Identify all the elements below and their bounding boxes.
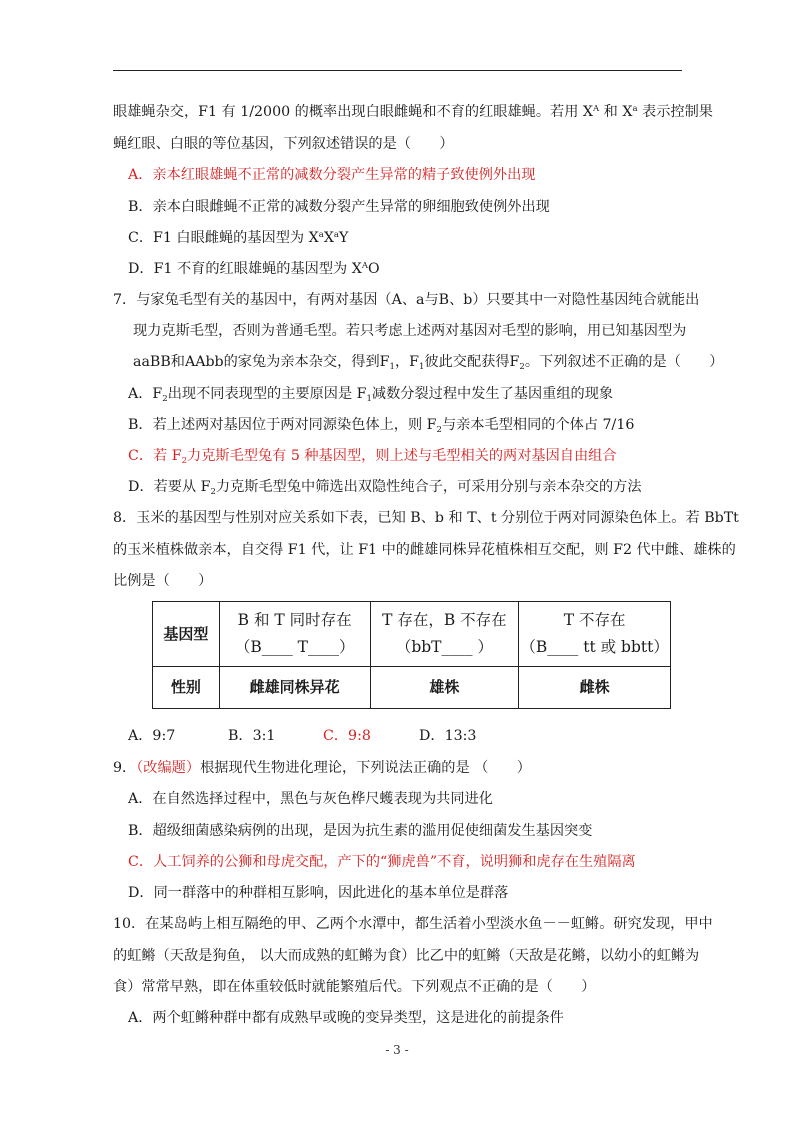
table-cell-male: 雄株 (370, 667, 519, 709)
q7-option-c: C．若 $F_2$力克斯毛型兔有 5 种基因型，则上述与毛型相关的两对基因自由组合 (128, 448, 617, 466)
table-row-genotype (153, 602, 671, 667)
table-cell-b-and-t (219, 602, 370, 667)
q8-option-d: D．13:3 (419, 728, 477, 744)
q7-stem-line3: aaBB和AAbb的家兔为亲本杂交，得到$F_1$，$F_1$彼此交配获得$F_2$。下列叙述不正确的是（ ） (133, 354, 724, 372)
table-header-genotype: 基因型 (153, 602, 220, 667)
q7-stem-line2: 现力克斯毛型，否则为普通毛型。若只考虑上述两对基因对毛型的影响，用已知基因型为 (133, 323, 687, 339)
table-cell-monoecious: 雌雄同株异花 (219, 667, 370, 709)
page-number: - 3 - (385, 1043, 409, 1057)
q8-options (128, 726, 688, 746)
genotype-sex-table (152, 601, 671, 709)
table-cell-t-no-b (370, 602, 519, 667)
q9-option-c: C．人工饲养的公狮和母虎交配，产下的“狮虎兽”不育，说明狮和虎存在生殖隔离 (128, 854, 636, 870)
q8-stem-line3: 比例是（ ） (113, 573, 213, 589)
q6-option-d: D．F1 不育的红眼雄蝇的基因型为 $X^AO$ (128, 261, 380, 277)
q6-option-c: C．F1 白眼雌蝇的基因型为 $X^aX^aY$ (128, 230, 349, 246)
q8-option-a: A．9:7 (128, 728, 176, 744)
cell-genotype: （B____ T____） (234, 638, 355, 656)
q8-option-c: C．9:8 (323, 728, 371, 744)
cell-genotype: （B____ tt 或 bbtt） (520, 638, 669, 656)
table-header-sex: 性别 (153, 667, 220, 709)
q10-option-a: A．两个虹鳉种群中都有成熟早或晚的变异类型，这是进化的前提条件 (128, 1010, 564, 1026)
q8-stem-line2: 的玉米植株做亲本，自交得 F1 代，让 F1 中的雌雄同株异花植株相互交配，则 F2 代中雌、雄株的 (113, 542, 736, 558)
q9-adapted-tag: （改编题） (136, 760, 201, 776)
table-row-sex (153, 667, 671, 709)
q9-option-b: B．超级细菌感染病例的出现，是因为抗生素的滥用促使细菌发生基因突变 (128, 823, 593, 839)
q10-stem-line2: 的虹鳉（天敌是狗鱼， 以大而成熟的虹鳉为食）比乙中的虹鳉（天敌是花鳉，以幼小的虹鳉为 (113, 948, 700, 964)
q7-option-d: D．若要从 $F_2$力克斯毛型兔中筛选出双隐性纯合子，可采用分别与亲本杂交的方法 (128, 479, 642, 497)
table-cell-no-t (519, 602, 671, 667)
q9-option-a: A．在自然选择过程中，黑色与灰色桦尺蠖表现为共同进化 (128, 791, 493, 807)
q7-option-a: A．$F_2$出现不同表现型的主要原因是 $F_1$减数分裂过程中发生了基因重组的现象 (128, 386, 614, 404)
q6-stem-line1: 眼雄蝇杂交，F1 有 1/2000 的概率出现白眼雌蝇和不育的红眼雄蝇。若用 $X^A$ 和 $X^a$ 表示控制果 (113, 104, 713, 120)
q9-option-d: D．同一群落中的种群相互影响，因此进化的基本单位是群落 (128, 885, 509, 901)
q7-stem-line1: 7．与家兔毛型有关的基因中，有两对基因（A、a与B、b）只要其中一对隐性基因纯合就能出 (113, 292, 700, 308)
q10-stem-line3: 食）常常早熟，即在体重较低时就能繁殖后代。下列观点不正确的是（ ） (113, 979, 596, 995)
table-cell-female: 雌株 (519, 667, 671, 709)
q8-option-b: B．3:1 (228, 728, 276, 744)
q6-option-a: A．亲本红眼雄蝇不正常的减数分裂产生异常的精子致使例外出现 (128, 167, 536, 183)
cell-title: T 存在，B 不存在 (382, 611, 507, 629)
q6-stem-line2: 蝇红眼、白眼的等位基因，下列叙述错误的是（ ） (113, 136, 454, 152)
q8-stem-line1: 8．玉米的基因型与性别对应关系如下表，已知 B、b 和 T、t 分别位于两对同源染色体上。若 BbTt (113, 510, 739, 526)
cell-title: B 和 T 同时存在 (237, 611, 352, 629)
q9-stem: 9．（改编题）根据现代生物进化理论，下列说法正确的是 （ ） (113, 760, 531, 776)
header-rule (113, 70, 682, 71)
cell-genotype: （bbT____ ） (395, 638, 493, 656)
q6-option-b: B．亲本白眼雌蝇不正常的减数分裂产生异常的卵细胞致使例外出现 (128, 199, 550, 215)
cell-title: T 不存在 (563, 611, 626, 629)
q7-option-b: B．若上述两对基因位于两对同源染色体上，则 $F_2$与亲本毛型相同的个体占 7/16 (128, 417, 635, 435)
q10-stem-line1: 10．在某岛屿上相互隔绝的甲、乙两个水潭中，都生活着小型淡水鱼－－虹鳉。研究发现，甲中 (113, 916, 713, 932)
